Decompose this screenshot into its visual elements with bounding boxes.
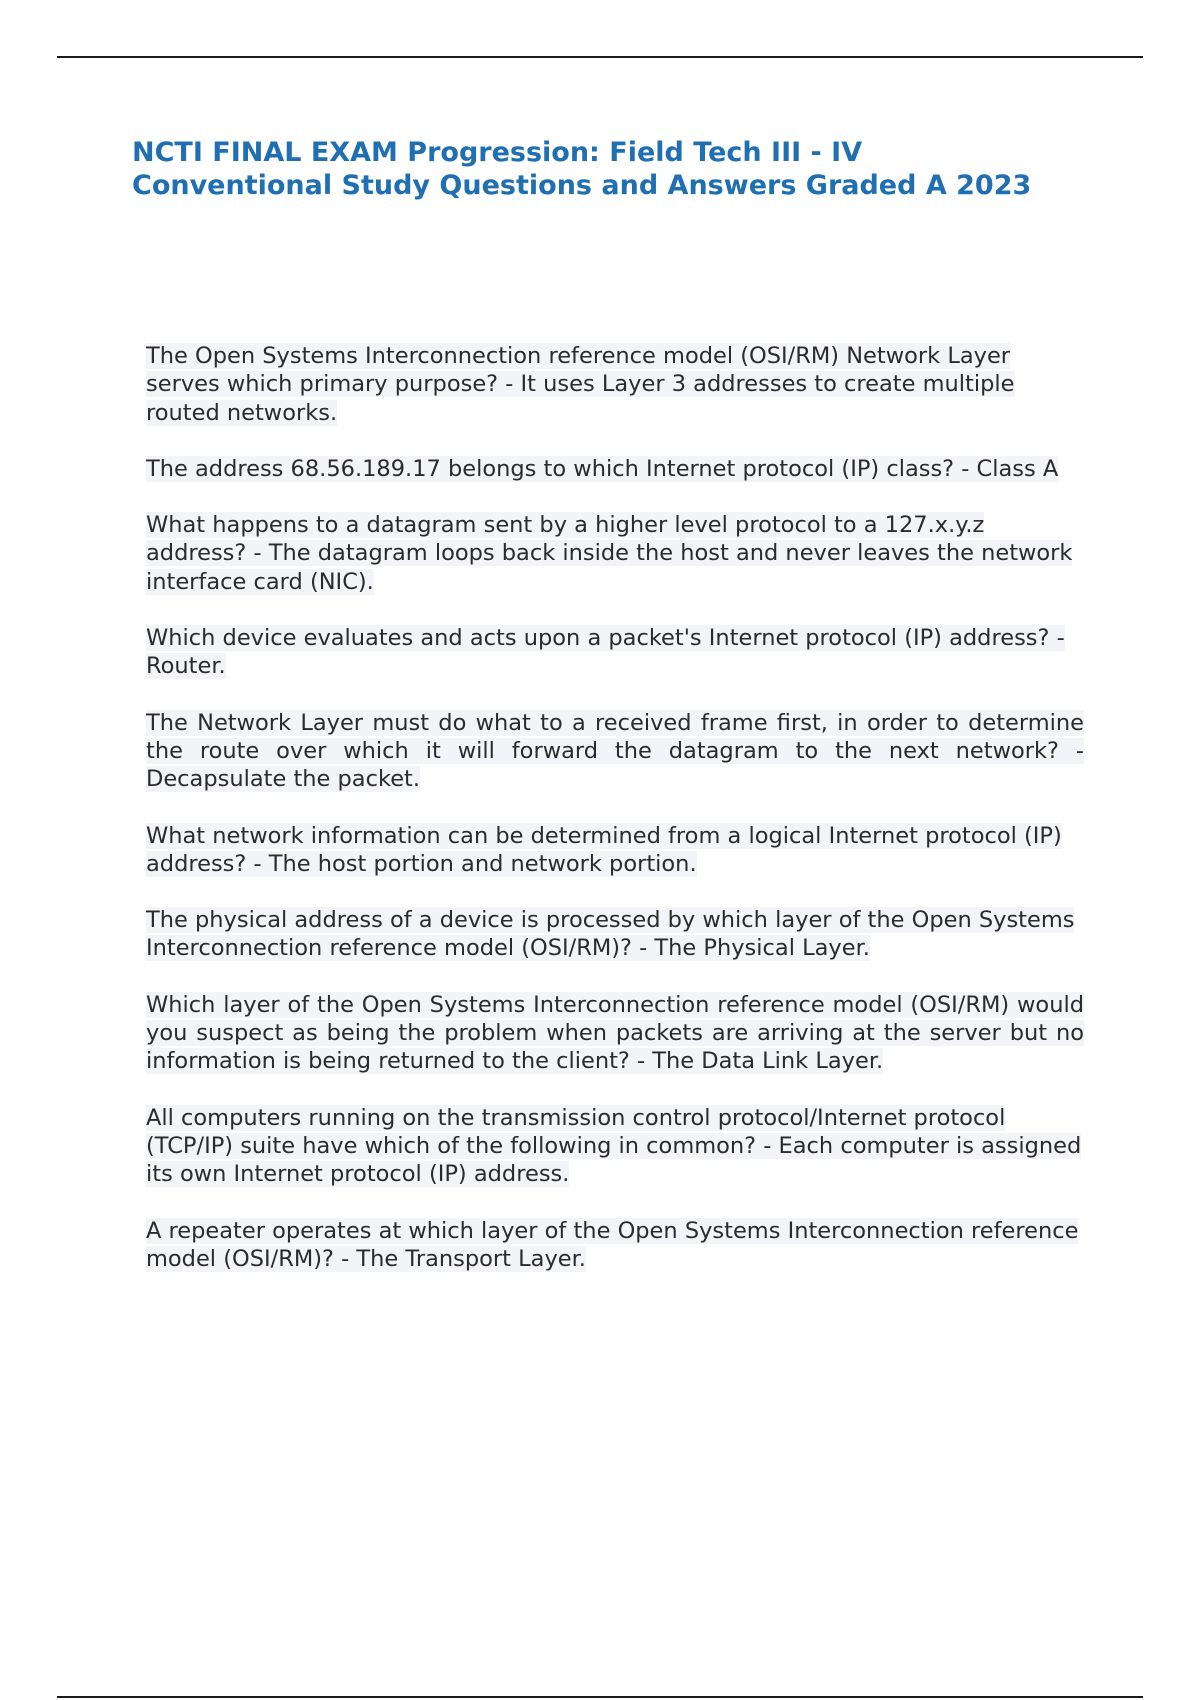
qa-text: Which device evaluates and acts upon a packet's Internet protocol (IP) address? - Router. <box>146 625 1065 680</box>
qa-item <box>146 455 1084 483</box>
qa-text: Which layer of the Open Systems Interconnection reference model (OSI/RM) would you suspect as being the problem when packets are arriving at the server but no information is being returned to the client? - The Data Link Layer. <box>146 991 1084 1075</box>
qa-item <box>146 624 1084 681</box>
bottom-rule <box>57 1696 1143 1698</box>
qa-item <box>146 342 1084 427</box>
qa-item <box>146 1104 1084 1189</box>
qa-text: A repeater operates at which layer of the Open Systems Interconnection reference model (OSI/RM)? - The Transport Layer. <box>146 1217 1079 1272</box>
top-rule <box>57 56 1143 58</box>
qa-text: The physical address of a device is processed by which layer of the Open Systems Interconnection reference model (OSI/RM)? - The Physical Layer. <box>146 907 1075 962</box>
document-title-line1: NCTI FINAL EXAM Progression: Field Tech III - IV <box>132 137 863 168</box>
qa-text: All computers running on the transmission control protocol/Internet protocol (TCP/IP) suite have which of the following in common? - Each computer is assigned its own Internet protocol (IP) address. <box>146 1104 1082 1188</box>
qa-item <box>146 511 1084 596</box>
qa-list <box>146 342 1084 1301</box>
qa-item <box>146 1217 1084 1274</box>
qa-item <box>146 822 1084 879</box>
qa-text: The Open Systems Interconnection reference model (OSI/RM) Network Layer serves which primary purpose? - It uses Layer 3 addresses to create multiple routed networks. <box>146 343 1015 426</box>
qa-item <box>146 709 1084 794</box>
qa-text: What network information can be determined from a logical Internet protocol (IP) address? - The host portion and network portion. <box>146 822 1062 877</box>
document-title <box>132 136 1092 202</box>
qa-item <box>146 906 1084 963</box>
document-title-line2: Conventional Study Questions and Answers Graded A 2023 <box>132 170 1032 201</box>
qa-text: The Network Layer must do what to a received frame first, in order to determine the route over which it will forward the datagram to the next network? - Decapsulate the packet. <box>146 709 1084 793</box>
qa-text: The address 68.56.189.17 belongs to which Internet protocol (IP) class? - Class A <box>146 455 1059 482</box>
qa-text: What happens to a datagram sent by a higher level protocol to a 127.x.y.z address? - The datagram loops back inside the host and never leaves the network interface card (NIC). <box>146 512 1073 595</box>
qa-item <box>146 991 1084 1076</box>
